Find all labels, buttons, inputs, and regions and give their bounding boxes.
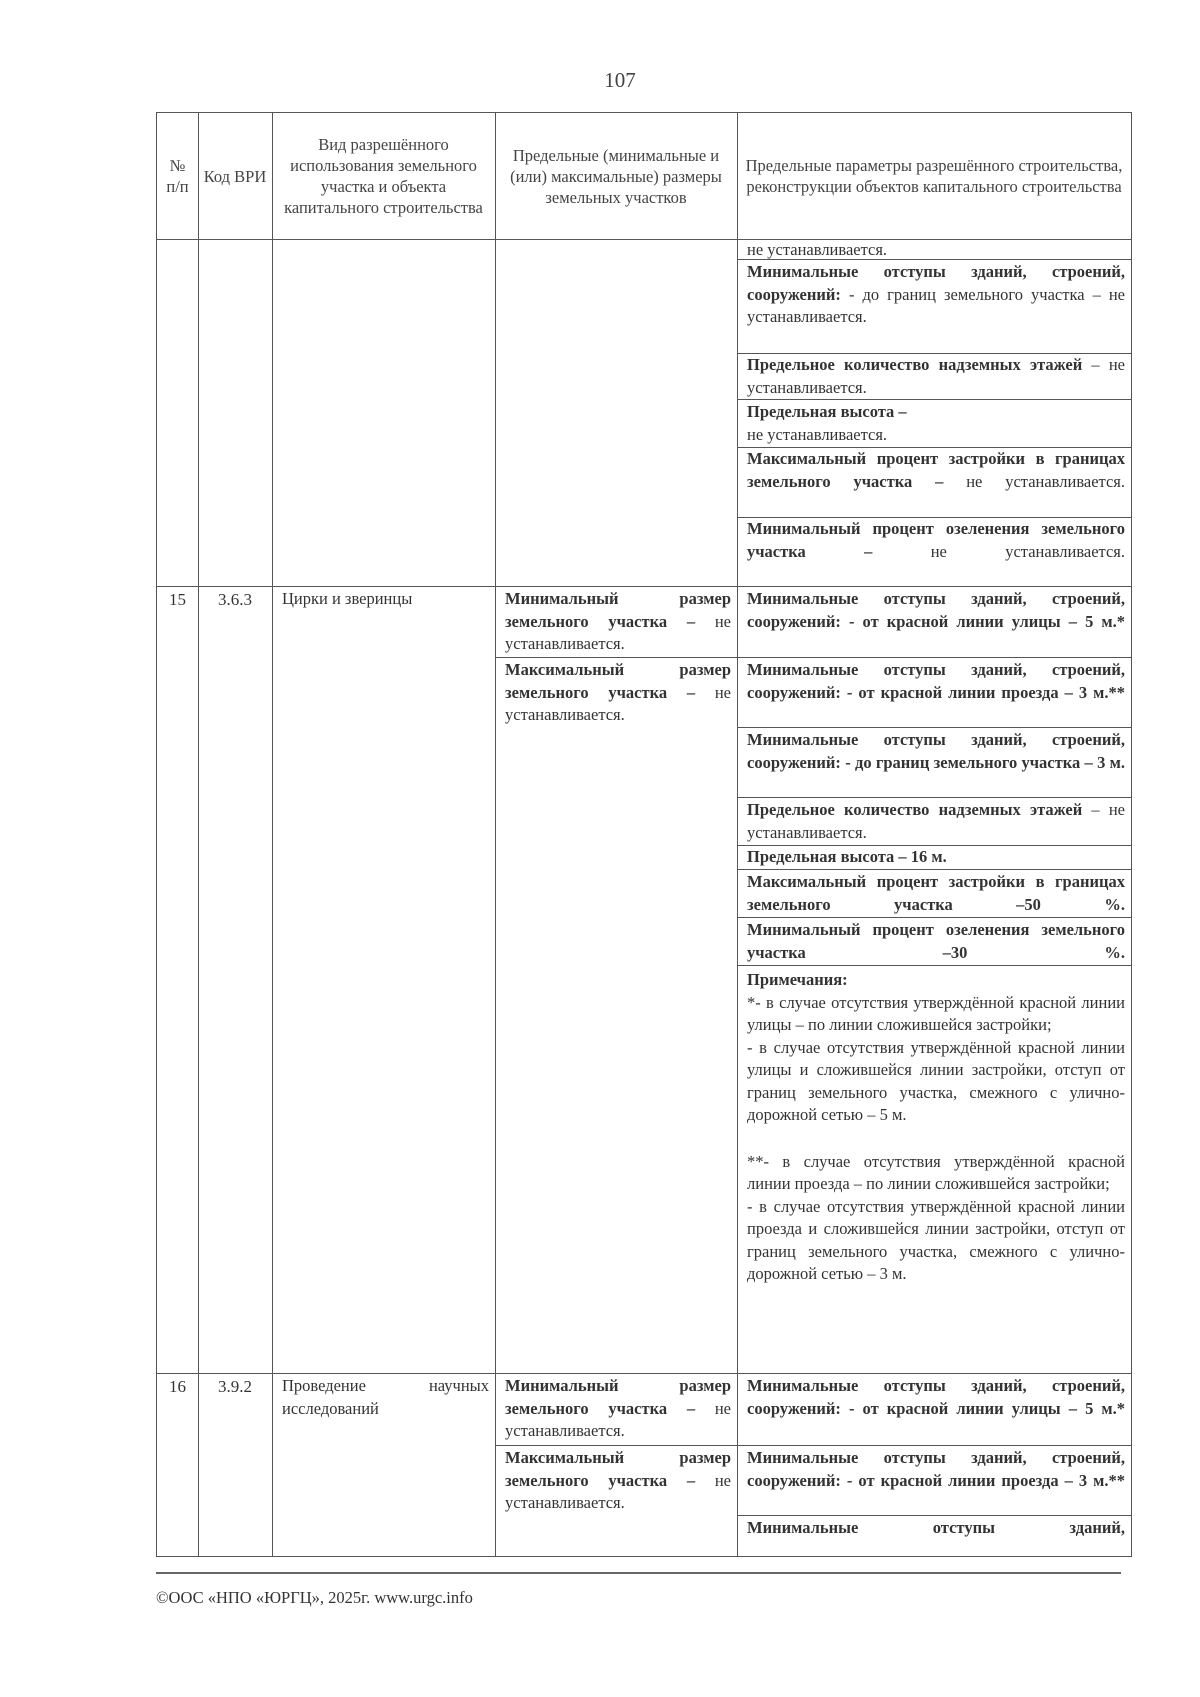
cell-divider (737, 1515, 1131, 1516)
size-cell (495, 588, 737, 656)
param-value: - от красной линии улицы – 5 м.* (848, 1398, 1126, 1418)
param-cell (737, 799, 1131, 844)
header-type: Вид разрешённого использования земельного участка и объекта капитального строительства (284, 135, 483, 217)
row-divider (157, 586, 1131, 587)
continuation-line: не устанавливается. (747, 240, 888, 259)
header-num: № п/п (166, 156, 189, 196)
cell-divider (737, 965, 1131, 966)
row-code: 3.9.2 (218, 1377, 252, 1396)
cell-divider (495, 1445, 737, 1446)
cell-divider (737, 1445, 1131, 1446)
header-code: Код ВРИ (203, 166, 267, 186)
param-label: Минимальные отступы зданий, строений, сооружений: (747, 262, 1125, 304)
param-label: Минимальные отступы зданий, строений, сооружений: (747, 1376, 1125, 1418)
param-cell: Минимальный процент озеленения земельного участка –30 %. (747, 920, 1125, 962)
param-value: – не устанавливается. (747, 800, 1125, 842)
col-divider (272, 113, 273, 1556)
cell-divider (737, 917, 1131, 918)
row-name: Проведение научных исследований (282, 1376, 489, 1418)
col-divider (198, 113, 199, 1556)
param-value: - от красной линии улицы – 5 м.* (848, 611, 1126, 631)
notes-title: Примечания: (747, 970, 848, 989)
param-cell (737, 588, 1131, 633)
param-cell (737, 659, 1131, 704)
note: **- в случае отсутствия утверждённой красной линии проезда – по линии сложившейся застройки; (747, 1151, 1125, 1193)
size-cell (495, 1447, 737, 1515)
param-value: - от красной линии проезда – 3 м.** (846, 682, 1125, 702)
size-value: не устанавливается. (505, 1398, 731, 1440)
param-label: Минимальные отступы зданий, строений, сооружений: (747, 730, 1125, 772)
notes-cell (737, 969, 1131, 1286)
header-sizes: Предельные (минимальные и (или) максимальные) размеры земельных участков (510, 145, 722, 207)
note: *- в случае отсутствия утверждённой красной линии улицы – по линии сложившейся застройки; (747, 992, 1125, 1034)
param-value: не устанавливается. (966, 471, 1125, 491)
size-value: не устанавливается. (505, 611, 731, 653)
row-divider (157, 1373, 1131, 1374)
cell-divider (737, 399, 1131, 400)
cell-divider (737, 869, 1131, 870)
row-code: 3.6.3 (218, 590, 252, 609)
param-label: Предельная высота – (747, 402, 907, 421)
param-value: - от красной линии проезда – 3 м.** (846, 1470, 1125, 1490)
row-number: 15 (169, 590, 186, 609)
cell-divider (495, 657, 737, 658)
param-label: Минимальные отступы зданий, строений, сооружений: (747, 660, 1125, 702)
param-label: Минимальные отступы зданий, строений, сооружений: (747, 1448, 1125, 1490)
size-label: Минимальный размер земельного участка – (505, 589, 731, 631)
param-cell (737, 729, 1131, 774)
header-params: Предельные параметры разрешённого строительства, реконструкции объектов капитального строительства (745, 156, 1123, 196)
param-label: Максимальный процент застройки в границах земельного участка – (747, 449, 1125, 491)
param-cell (737, 1447, 1131, 1492)
param-value: – не устанавливается. (747, 355, 1125, 397)
size-value: не устанавливается. (505, 1470, 731, 1512)
cell-divider (737, 657, 1131, 658)
row-name: Цирки и зверинцы (282, 589, 413, 608)
note: - в случае отсутствия утверждённой красной линии проезда и сложившейся линии застройки, отступ от границ земельного участка, смежного с улично-дорожной сетью – 3 м. (747, 1196, 1125, 1283)
row-number: 16 (169, 1377, 186, 1396)
size-label: Минимальный размер земельного участка – (505, 1376, 731, 1418)
size-label: Максимальный размер земельного участка – (505, 1448, 731, 1490)
cell-divider (737, 727, 1131, 728)
param-label: Минимальные отступы зданий, строений, сооружений: (747, 589, 1125, 631)
footer-rule (156, 1572, 1121, 1574)
param-value: не устанавливается. (930, 541, 1125, 561)
param-cell: Минимальные отступы зданий, (747, 1518, 1125, 1537)
param-cell (737, 354, 1131, 399)
size-cell (495, 659, 737, 727)
param-label: Предельное количество надземных этажей (747, 800, 1083, 819)
param-label: Минимальный процент озеленения земельного участка – (747, 519, 1125, 561)
note-spacer (747, 1127, 1125, 1151)
param-cell (737, 448, 1131, 493)
param-cell (737, 518, 1131, 563)
param-value: не устанавливается. (747, 424, 888, 444)
size-cell (495, 1375, 737, 1443)
param-value: - до границ земельного участка – 3 м. (845, 752, 1125, 772)
param-cell: Максимальный процент застройки в границах земельного участка –50 %. (747, 872, 1125, 914)
param-cell (737, 261, 1131, 329)
param-cell (737, 401, 1131, 446)
footer-text: ©ООС «НПО «ЮРГЦ», 2025г. www.urgc.info (156, 1588, 473, 1607)
param-cell: Предельная высота – 16 м. (747, 847, 947, 866)
param-label: Предельное количество надземных этажей (747, 355, 1083, 374)
note: - в случае отсутствия утверждённой красной линии улицы и сложившейся линии застройки, отступ от границ земельного участка, смежного с улично-дорожной сетью – 5 м. (747, 1037, 1125, 1124)
param-cell (737, 1375, 1131, 1420)
size-value: не устанавливается. (505, 682, 731, 724)
size-label: Максимальный размер земельного участка – (505, 660, 731, 702)
regulations-table (156, 112, 1132, 1557)
param-value: - до границ земельного участка – не устанавливается. (747, 284, 1125, 326)
page-number: 107 (604, 68, 636, 92)
cell-divider (737, 797, 1131, 798)
col-divider (495, 113, 496, 1556)
